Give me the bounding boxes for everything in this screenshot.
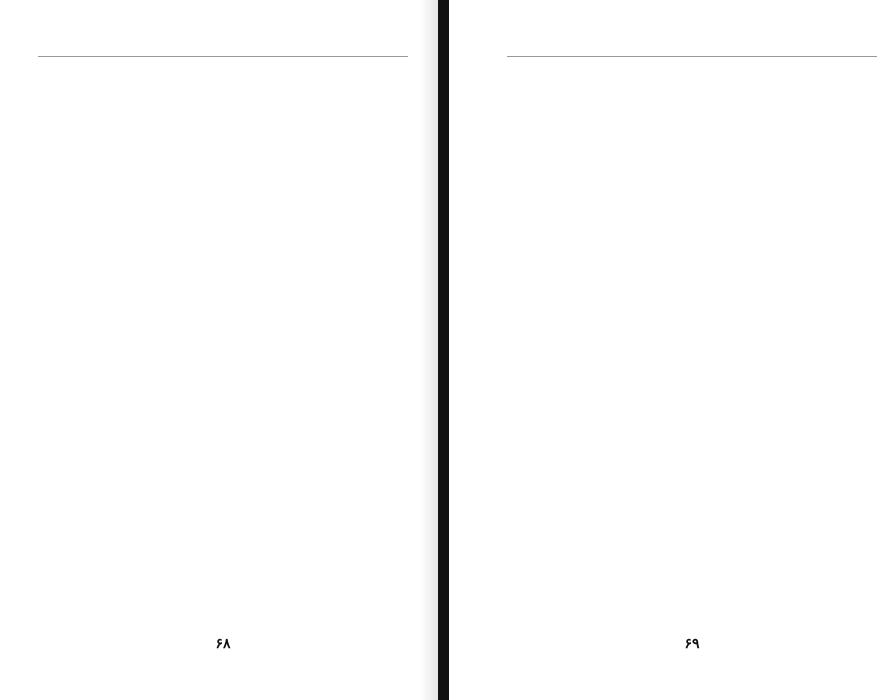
- left-page-header-line: [38, 56, 408, 57]
- right-page: [449, 0, 887, 700]
- left-page-number: ۶۸: [215, 636, 231, 652]
- book-gutter: [438, 0, 449, 700]
- right-page-header-line: [507, 56, 877, 57]
- left-page: [0, 0, 438, 700]
- left-page-text: [38, 58, 408, 638]
- right-page-text: [507, 58, 877, 618]
- right-page-number: ۶۹: [684, 636, 700, 652]
- gutter-shadow-left: [420, 0, 438, 700]
